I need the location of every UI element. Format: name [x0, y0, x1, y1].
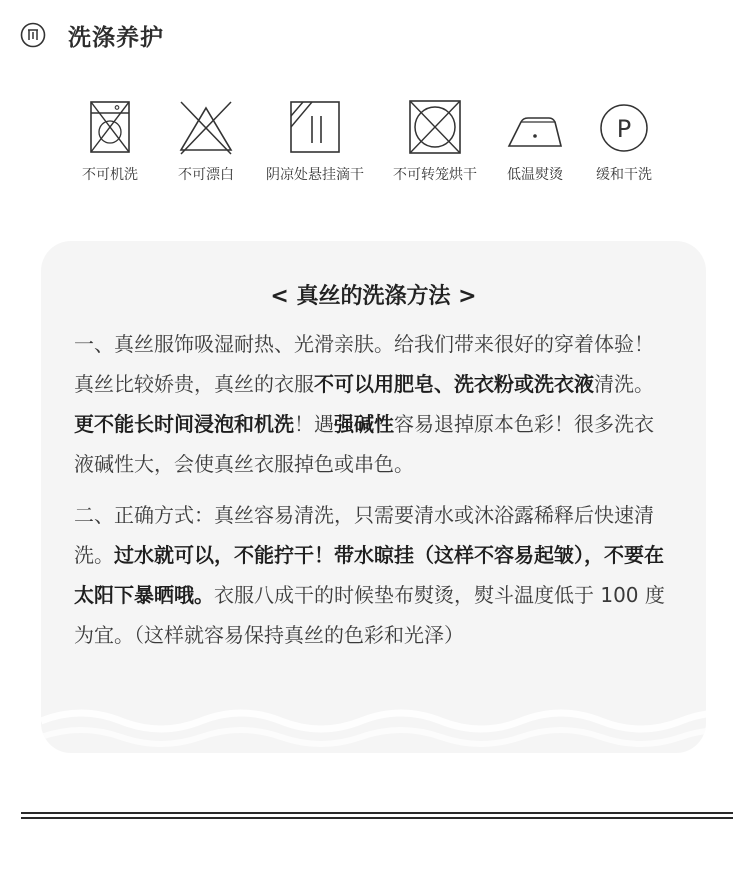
care-label: 低温熨烫 — [507, 167, 563, 183]
text-segment: ！遇 — [294, 412, 334, 436]
care-label: 阴凉处悬挂滴干 — [266, 167, 364, 183]
care-label: 不可转笼烘干 — [393, 167, 477, 183]
wave-decoration — [41, 693, 706, 753]
line-dry-shade-icon — [285, 98, 345, 156]
emphasis-segment: 强碱性 — [334, 412, 394, 436]
no-machine-wash-icon — [80, 98, 140, 156]
care-label: 不可漂白 — [178, 167, 234, 183]
divider-line — [21, 817, 733, 819]
no-bleach-icon — [176, 98, 236, 156]
care-item-dry-clean — [569, 98, 679, 184]
iron-low-icon — [505, 98, 565, 156]
divider-line — [21, 812, 733, 814]
no-tumble-dry-icon — [405, 98, 465, 156]
text-segment: 衣服八成干的时候垫布熨烫，熨斗温度低于 100 度为宜。（这样就容易保持真丝的色彩和光泽） — [74, 583, 665, 647]
text-segment: 二、正确方式：真丝容易清洗，只需要清水或沐浴露稀释后快速清洗。 — [74, 503, 654, 567]
care-label: 不可机洗 — [82, 167, 138, 183]
care-item-no-bleach — [151, 98, 261, 184]
emphasis-segment: 不可以用肥皂、洗衣粉或洗衣液 — [314, 372, 594, 396]
text-segment: 清洗。 — [594, 372, 654, 396]
text-segment: 一、真丝服饰吸湿耐热、光滑亲肤。给我们带来很好的穿着体验！真丝比较娇贵，真丝的衣服 — [74, 332, 654, 396]
care-item-line-dry — [260, 98, 370, 184]
section-header — [20, 18, 164, 52]
card-body — [74, 324, 673, 666]
paragraph-1 — [74, 324, 673, 484]
emphasis-segment: 更不能长时间浸泡和机洗 — [74, 412, 294, 436]
care-item-no-tumble-dry — [380, 98, 490, 184]
emphasis-segment: 过水就可以，不能拧干！带水晾挂（这样不容易起皱），不要在太阳下暴晒哦。 — [74, 543, 664, 607]
care-symbols-row — [65, 98, 680, 188]
care-label: 缓和干洗 — [596, 167, 652, 183]
care-item-no-machine-wash — [55, 98, 165, 184]
card-title: < 真丝的洗涤方法 > — [270, 284, 477, 309]
paragraph-2 — [74, 495, 673, 655]
wash-method-card — [41, 241, 706, 753]
section-title: 洗涤养护 — [68, 24, 164, 51]
dry-clean-p-icon — [594, 98, 654, 156]
wardrobe-icon — [20, 22, 46, 48]
text-segment: 容易退掉原本色彩！很多洗衣液碱性大，会使真丝衣服掉色或串色。 — [74, 412, 654, 476]
svg-text:P: P — [616, 115, 632, 143]
